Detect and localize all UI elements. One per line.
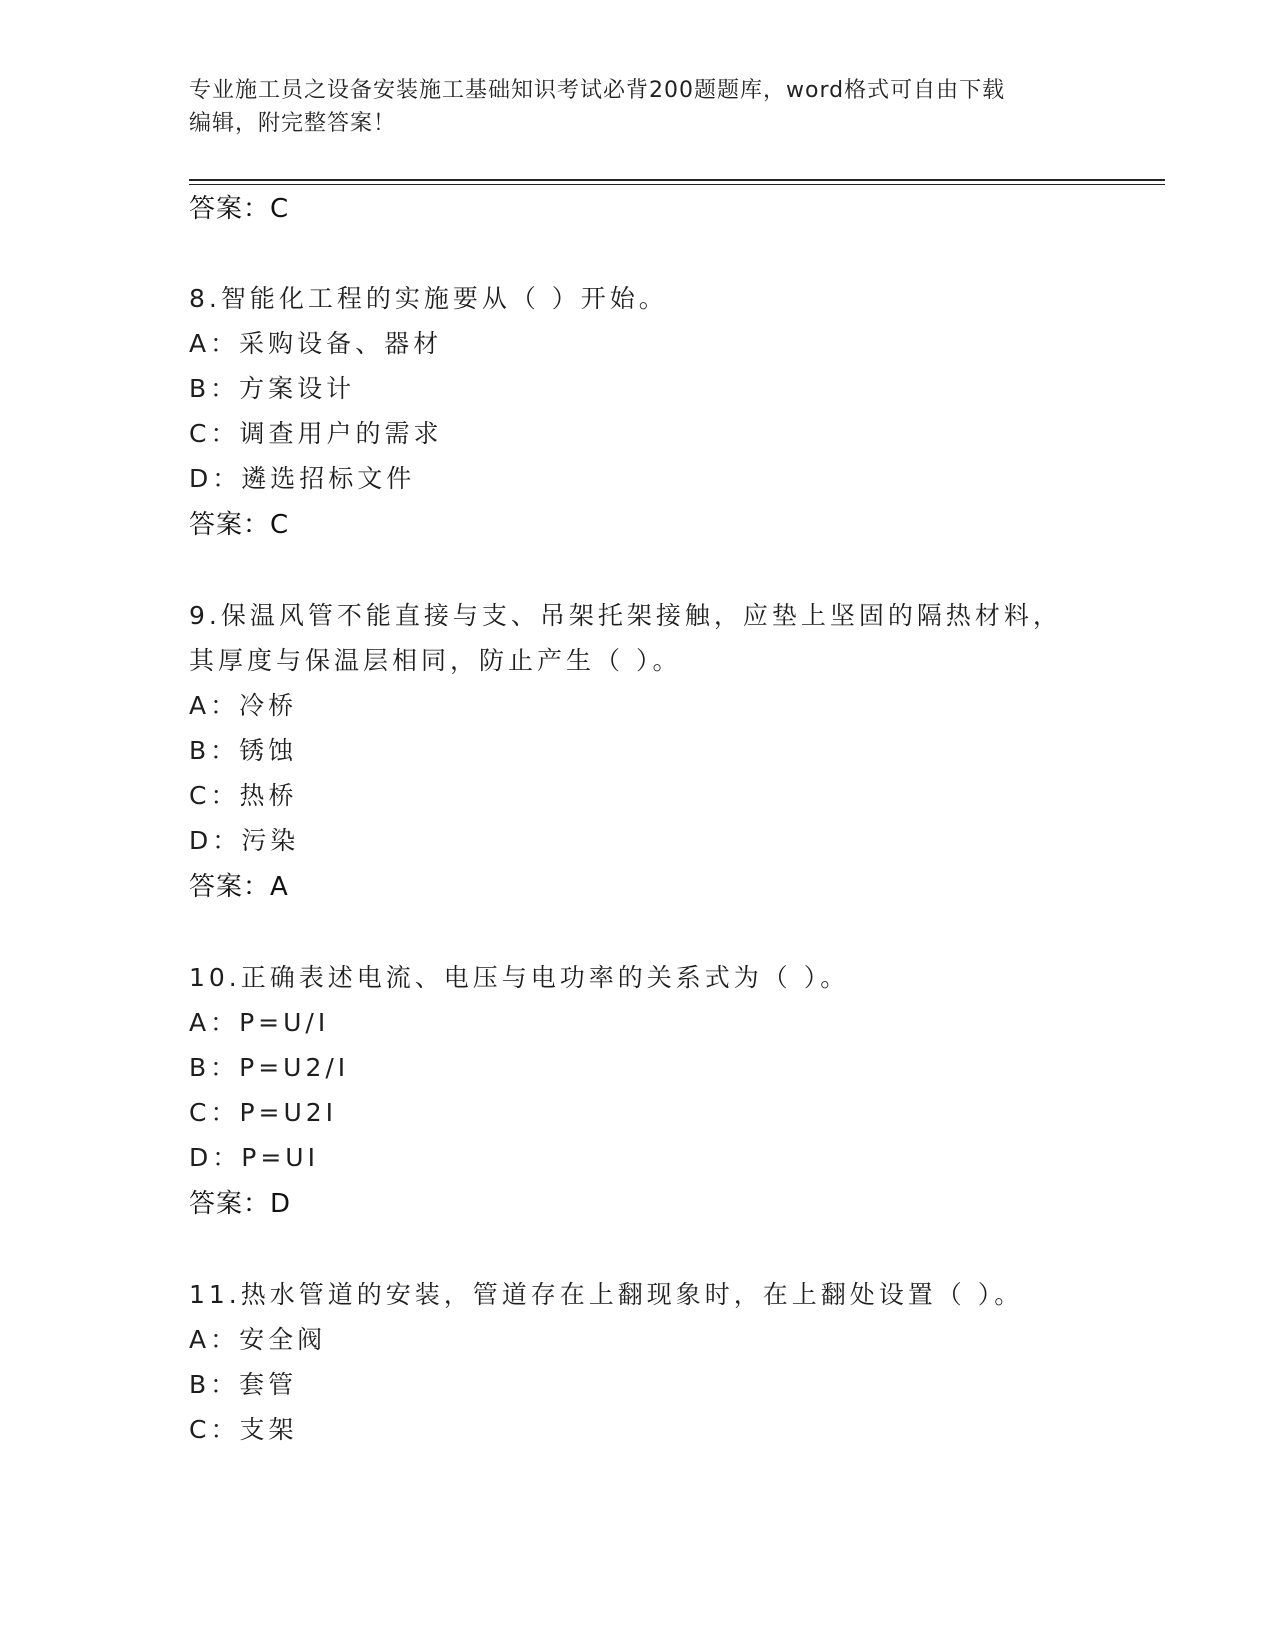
answer-previous: 答案：C (189, 194, 290, 224)
question-9-option-a: A：冷桥 (189, 691, 298, 720)
question-9-stem-line-1: 9.保温风管不能直接与支、吊架托架接触，应垫上坚固的隔热材料， (189, 601, 1062, 630)
question-10-option-d: D：P=UI (189, 1143, 319, 1172)
question-9-option-d: D：污染 (189, 826, 300, 855)
question-8-stem: 8.智能化工程的实施要从（ ）开始。 (189, 284, 668, 313)
header-line-1: 专业施工员之设备安装施工基础知识考试必背200题题库，word格式可自由下载 (189, 78, 1006, 103)
question-8-option-b: B：方案设计 (189, 374, 356, 403)
question-10-answer: 答案：D (189, 1189, 292, 1219)
question-11-option-b: B：套管 (189, 1370, 298, 1399)
header-divider-thin (189, 184, 1165, 185)
question-8-option-a: A：采购设备、器材 (189, 329, 443, 358)
header-line-2: 编辑，附完整答案！ (189, 111, 397, 136)
question-8-option-c: C：调查用户的需求 (189, 419, 443, 448)
question-11-stem: 11.热水管道的安装，管道存在上翻现象时，在上翻处设置（ ）。 (189, 1280, 1024, 1309)
question-11-option-c: C：支架 (189, 1415, 298, 1444)
question-10-option-a: A：P=U/I (189, 1008, 330, 1037)
question-9-answer: 答案：A (189, 872, 289, 902)
question-9-option-b: B：锈蚀 (189, 736, 298, 765)
document-header (189, 74, 1069, 140)
question-10-stem: 10.正确表述电流、电压与电功率的关系式为（ ）。 (189, 963, 850, 992)
header-divider-thick (189, 179, 1165, 181)
question-9-stem-line-2: 其厚度与保温层相同，防止产生（ ）。 (189, 646, 682, 675)
question-10-option-c: C：P=U2I (189, 1098, 338, 1127)
question-8-answer: 答案：C (189, 510, 290, 540)
question-11-option-a: A：安全阀 (189, 1325, 327, 1354)
question-10-option-b: B：P=U2/I (189, 1053, 350, 1082)
question-9-option-c: C：热桥 (189, 781, 298, 810)
question-8-option-d: D：遴选招标文件 (189, 464, 416, 493)
